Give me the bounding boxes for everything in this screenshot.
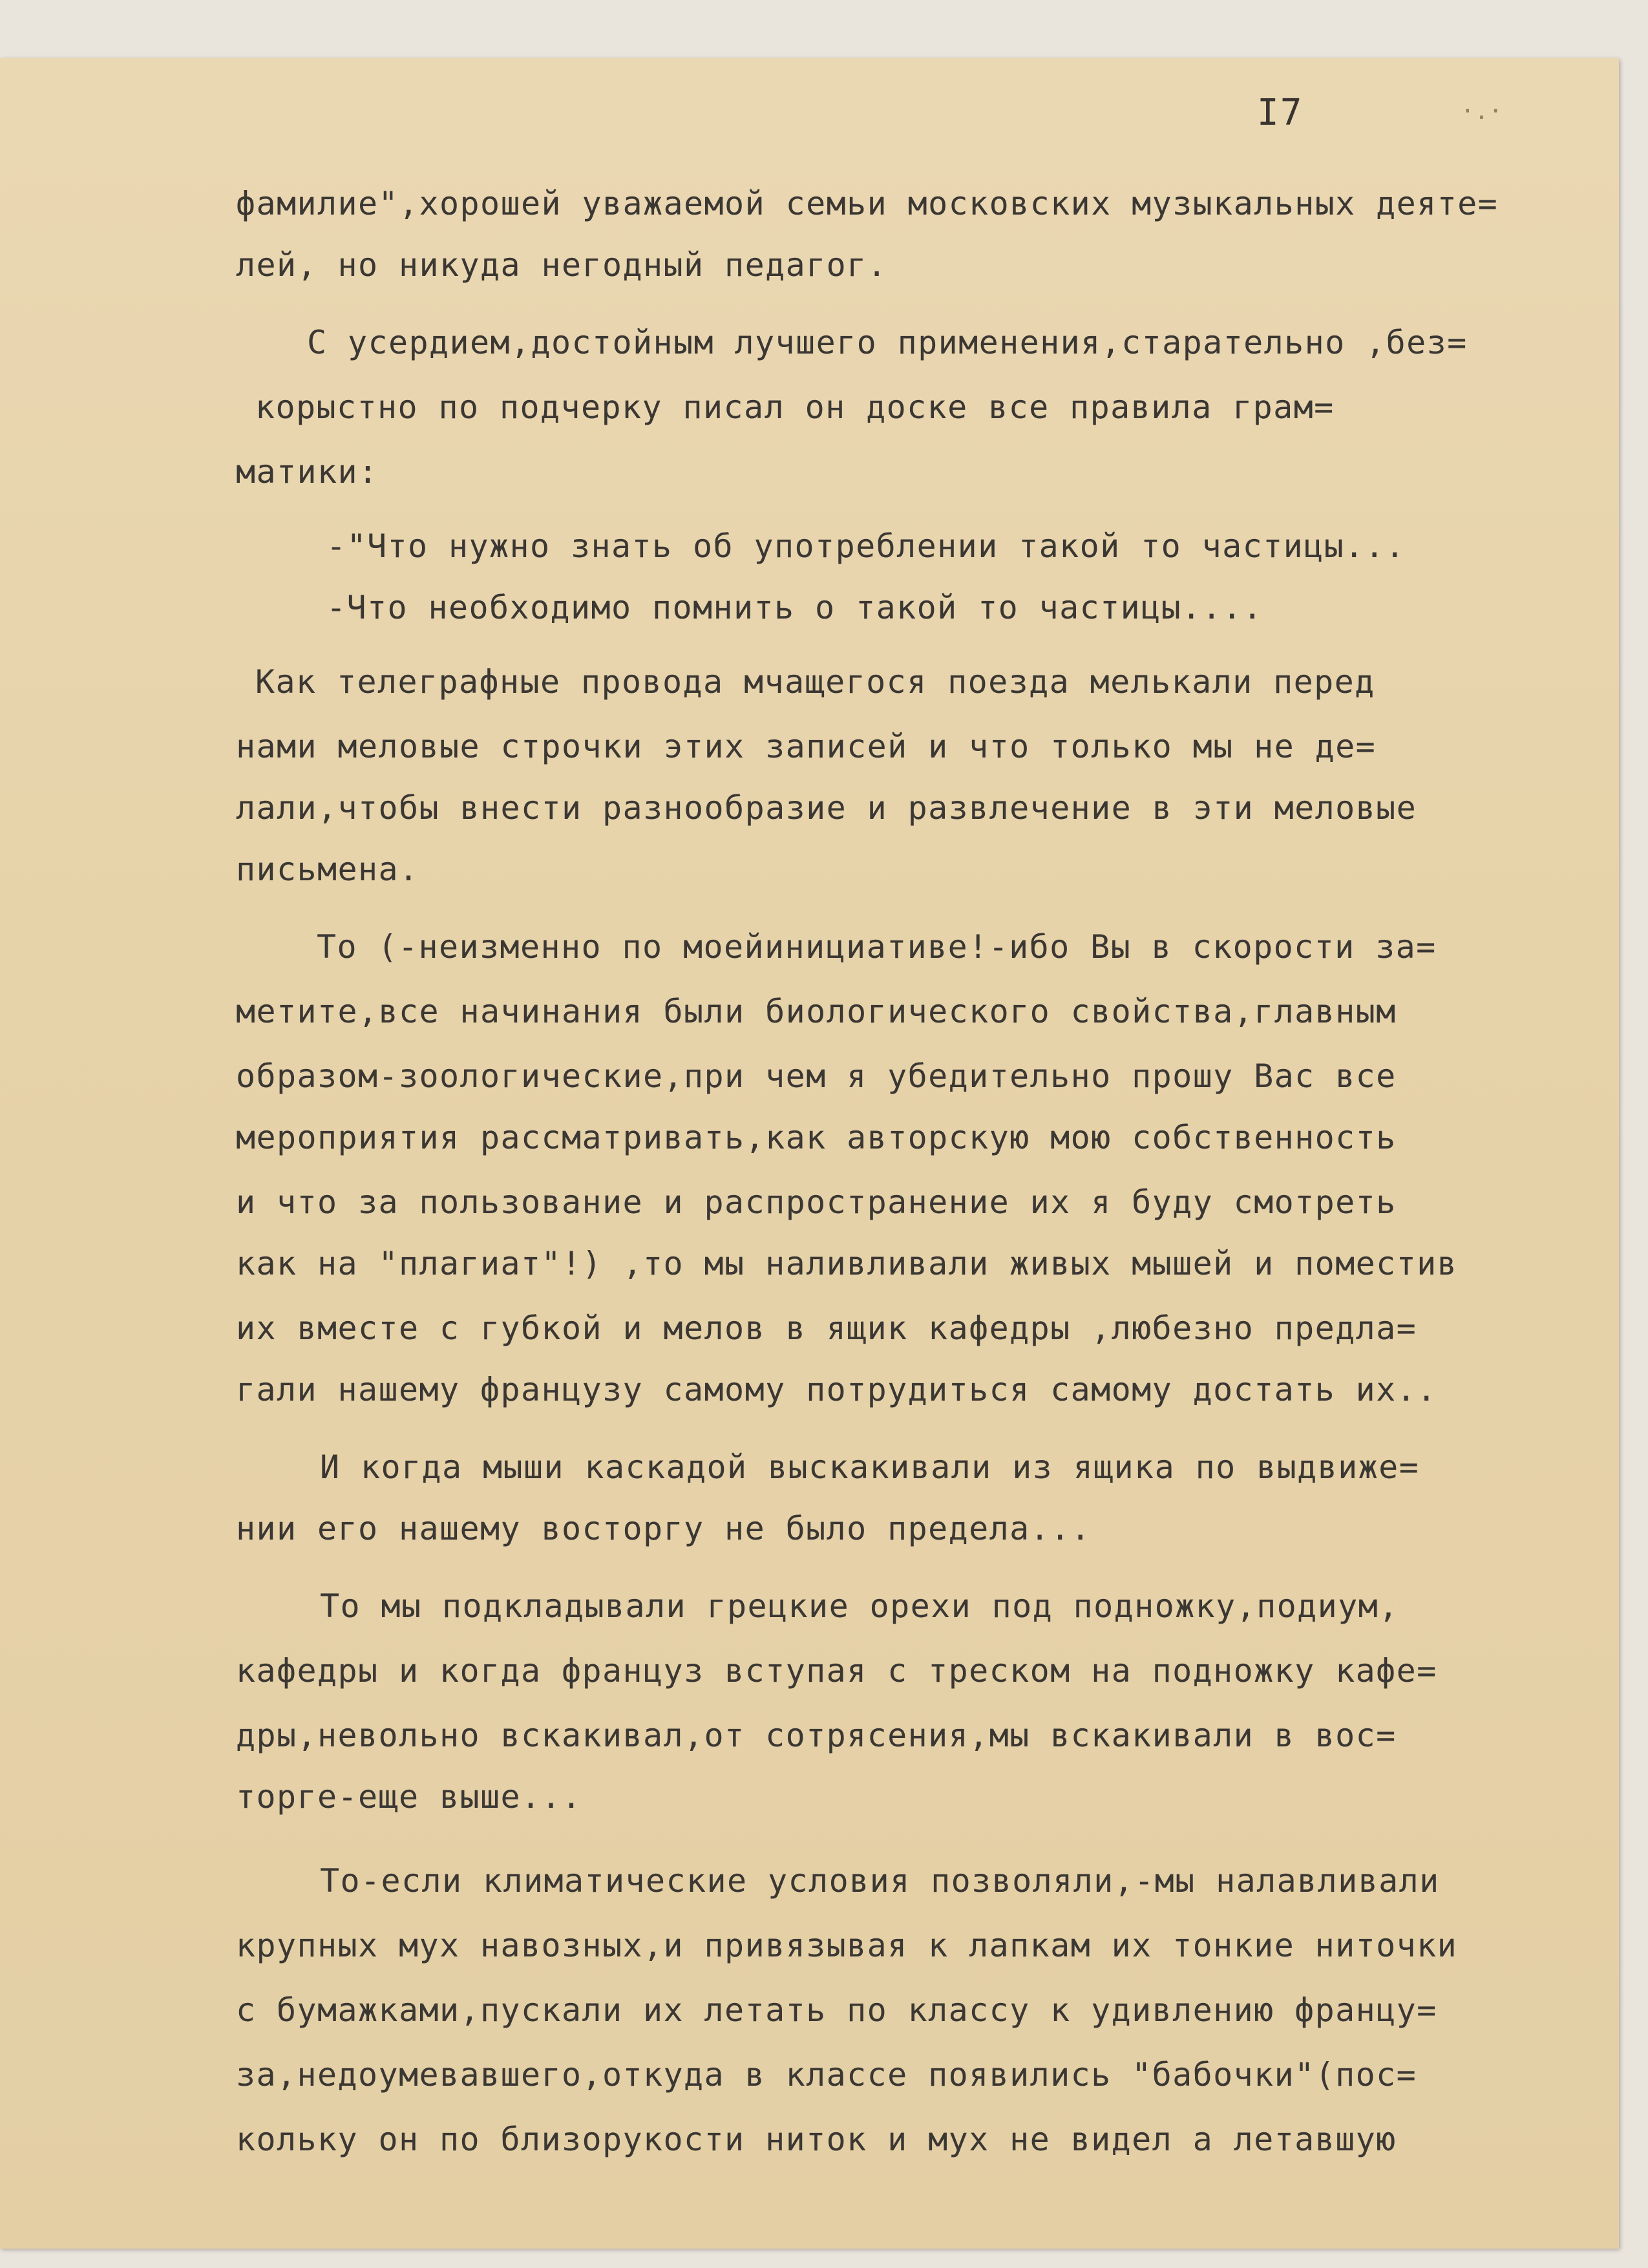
- text-line: метите,все начинания были биологического свойства,главным: [236, 993, 1397, 1030]
- text-line: за,недоумевавшего,откуда в классе появились "бабочки"(пос=: [236, 2056, 1417, 2093]
- text-line: образом-зоологические,при чем я убедительно прошу Вас все: [236, 1057, 1397, 1095]
- text-line: кольку он по близорукости ниток и мух не видел а летавшую: [236, 2121, 1397, 2158]
- text-line: дры,невольно вскакивал,от сотрясения,мы вскакивали в вос=: [236, 1717, 1397, 1754]
- text-line: матики:: [236, 453, 379, 491]
- typewritten-page: [0, 58, 1619, 2249]
- text-line: То мы подкладывали грецкие орехи под подножку,подиум,: [320, 1587, 1399, 1625]
- text-line: корыстно по подчерку писал он доске все правила грам=: [255, 388, 1335, 426]
- text-line: с бумажками,пускали их летать по классу к удивлению францу=: [236, 1991, 1437, 2029]
- text-line: фамилие",хорошей уважаемой семьи московских музыкальных деяте=: [236, 185, 1499, 222]
- text-line: крупных мух навозных,и привязывая к лапкам их тонкие ниточки: [236, 1927, 1458, 1964]
- paper-speck-marks: ·.·: [1461, 98, 1503, 125]
- text-line: гали нашему французу самому потрудиться самому достать их..: [236, 1371, 1437, 1408]
- text-line: письмена.: [236, 851, 419, 888]
- text-line: Как телеграфные провода мчащегося поезда мелькали перед: [255, 663, 1375, 701]
- text-line: кафедры и когда француз вступая с треском на подножку кафе=: [236, 1652, 1437, 1690]
- text-line: и что за пользование и распространение их я буду смотреть: [236, 1183, 1397, 1221]
- text-line: нами меловые строчки этих записей и что только мы не де=: [236, 728, 1377, 765]
- text-line: С усердием,достойным лучшего применения,старательно ,без=: [307, 324, 1468, 361]
- text-line: нии его нашему восторгу не было предела...: [236, 1510, 1092, 1547]
- text-line: их вместе с губкой и мелов в ящик кафедры ,любезно предла=: [236, 1309, 1417, 1347]
- text-line: То-если климатические условия позволяли,-мы налавливали: [320, 1862, 1440, 1900]
- text-line: -"Что нужно знать об употреблении такой то частицы...: [326, 527, 1406, 565]
- text-line: То (-неизменно по моейинициативе!-ибо Вы в скорости за=: [317, 928, 1437, 966]
- page-text: [0, 58, 1619, 2249]
- text-line: -Что необходимо помнить о такой то частицы....: [326, 589, 1263, 626]
- text-line: мероприятия рассматривать,как авторскую мою собственность: [236, 1119, 1397, 1156]
- text-line: как на "плагиат"!) ,то мы наливливали живых мышей и поместив: [236, 1245, 1458, 1282]
- text-line: торге-еще выше...: [236, 1778, 582, 1816]
- text-line: И когда мыши каскадой выскакивали из ящика по выдвиже=: [320, 1448, 1420, 1486]
- page-number: I7: [1257, 92, 1304, 134]
- text-line: лали,чтобы внести разнообразие и развлечение в эти меловые: [236, 789, 1417, 827]
- text-line: лей, но никуда негодный педагог.: [236, 246, 888, 284]
